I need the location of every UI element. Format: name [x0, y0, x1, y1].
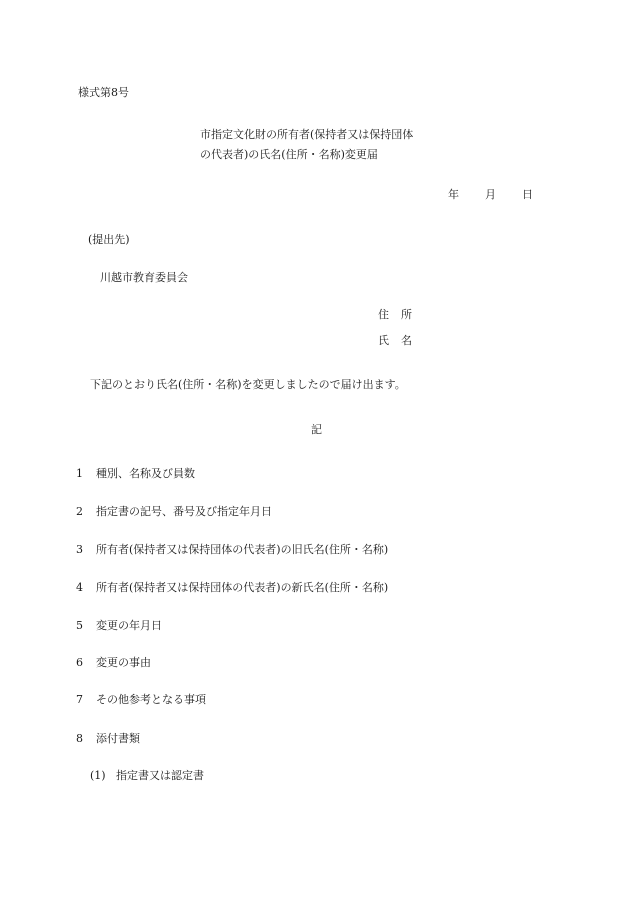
item-number: 5	[76, 619, 83, 632]
list-item	[76, 505, 272, 519]
item-number: 1	[76, 467, 83, 480]
sub-item-number: (1)	[90, 769, 106, 782]
list-item	[76, 543, 388, 557]
item-number: 7	[76, 693, 83, 706]
date-row	[448, 188, 533, 202]
document-title-line-1: 市指定文化財の所有者(保持者又は保持団体	[200, 128, 414, 141]
ki-heading: 記	[311, 423, 322, 436]
item-number: 8	[76, 732, 83, 745]
item-text: 種別、名称及び員数	[96, 467, 195, 480]
item-number: 4	[76, 581, 83, 594]
list-item	[76, 581, 388, 595]
address-label-char-1: 住	[378, 308, 389, 321]
statement: 下記のとおり氏名(住所・名称)を変更しましたので届け出ます。	[90, 378, 406, 391]
item-number: 2	[76, 505, 83, 518]
item-number: 6	[76, 656, 83, 669]
item-text: 所有者(保持者又は保持団体の代表者)の旧氏名(住所・名称)	[96, 543, 389, 556]
item-text: 変更の年月日	[96, 619, 162, 632]
name-label-char-1: 氏	[378, 334, 389, 347]
list-item	[76, 467, 195, 481]
submit-to-label: (提出先)	[88, 233, 130, 246]
list-item	[76, 656, 151, 670]
date-day-label: 日	[522, 188, 533, 201]
name-label-char-2: 名	[401, 334, 412, 347]
name-label	[378, 334, 412, 348]
date-year-label: 年	[448, 188, 459, 201]
address-label-char-2: 所	[401, 308, 412, 321]
item-text: 変更の事由	[96, 656, 151, 669]
sub-list-item	[90, 769, 204, 783]
item-number: 3	[76, 543, 83, 556]
list-item	[76, 693, 206, 707]
date-month-label: 月	[485, 188, 496, 201]
list-item	[76, 619, 162, 633]
item-text: 所有者(保持者又は保持団体の代表者)の新氏名(住所・名称)	[96, 581, 389, 594]
item-text: 添付書類	[96, 732, 140, 745]
list-item	[76, 732, 140, 746]
recipient: 川越市教育委員会	[100, 271, 188, 284]
address-label	[378, 308, 412, 322]
document-title-line-2: の代表者)の氏名(住所・名称)変更届	[200, 148, 378, 161]
item-text: 指定書の記号、番号及び指定年月日	[96, 505, 272, 518]
form-number: 様式第8号	[78, 86, 129, 99]
item-text: その他参考となる事項	[96, 693, 206, 706]
sub-item-text: 指定書又は認定書	[116, 769, 204, 782]
